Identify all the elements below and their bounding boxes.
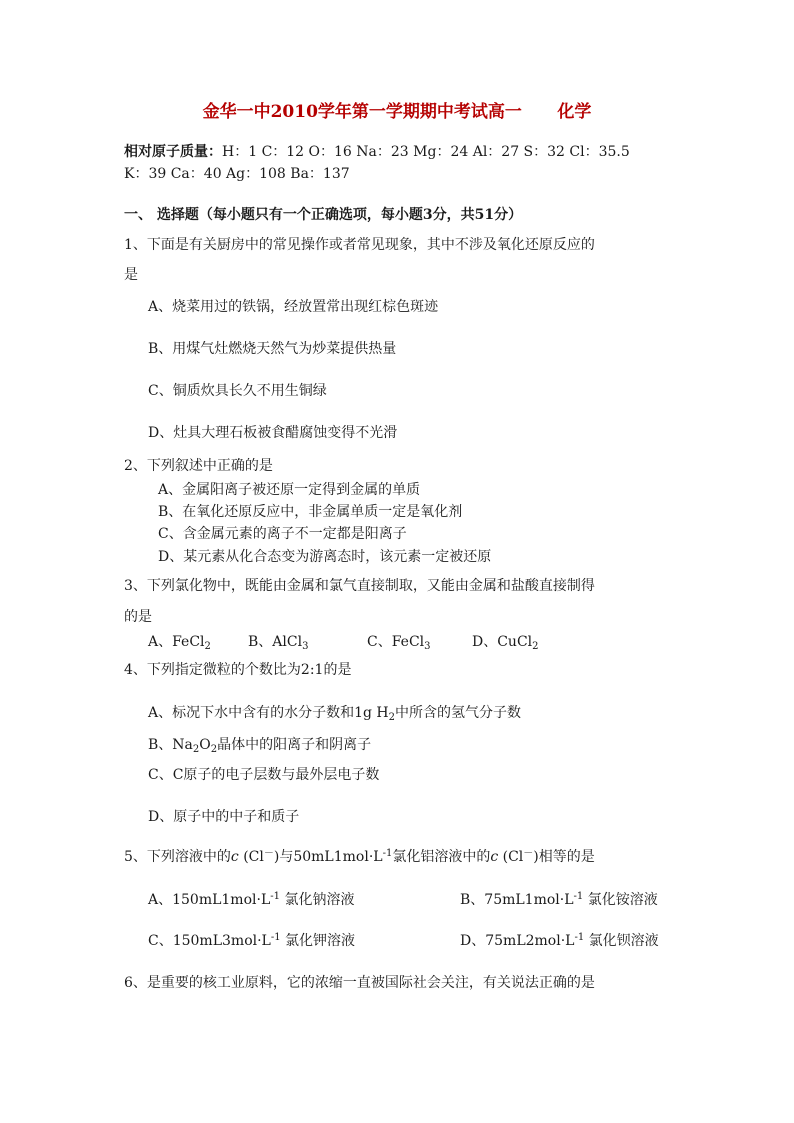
atomic-mass-label: 相对原子质量：	[124, 144, 222, 160]
q4-option-a-text: A、标况下水中含有的水分子数和1g H	[148, 705, 389, 721]
q3-option-a-text: A、FeCl	[148, 634, 205, 650]
q4-option-a-tail: 中所含的氢气分子数	[395, 705, 522, 721]
q2-stem: 2、下列叙述中正确的是	[124, 458, 273, 474]
q3-option-a	[148, 633, 211, 651]
q5-option-d	[460, 932, 659, 950]
q2-option-a: A、金属阳离子被还原一定得到金属的单质	[158, 482, 421, 498]
q1-option-b: B、用煤气灶燃烧天然气为炒菜提供热量	[148, 341, 397, 357]
q5-option-a-tail: 氯化钠溶液	[284, 892, 355, 908]
q5-stem-end: 相等的是	[538, 849, 595, 865]
q5-option-c	[148, 932, 355, 950]
q3-option-b	[248, 633, 308, 651]
q3-option-d-text: D、CuCl	[472, 634, 533, 650]
q3-option-c-sub: 3	[424, 641, 431, 652]
q5-option-b-exp: -1	[573, 891, 584, 902]
q3-option-b-sub: 3	[302, 641, 309, 652]
q3-option-d-sub: 2	[532, 641, 539, 652]
q2-option-c: C、含金属元素的离子不一定都是阳离子	[158, 526, 407, 542]
q3-option-c-text: C、FeCl	[367, 634, 425, 650]
q5-option-a-exp: -1	[270, 891, 280, 902]
q4-option-a-sub: 2	[388, 712, 396, 723]
q1-option-d: D、灶具大理石板被食醋腐蚀变得不光滑	[148, 425, 398, 441]
q5-unit-exponent: -1	[382, 848, 393, 859]
q4-option-b-tail: 晶体中的阳离子和阴离子	[217, 737, 372, 753]
q5-cl-close-1: )	[273, 849, 280, 865]
q1-option-a: A、烧菜用过的铁锅，经放置常出现红棕色斑迹	[148, 299, 439, 315]
q5-stem-middle: 与50mL1mol·L	[279, 849, 383, 865]
q4-option-b-sub-2: 2	[210, 744, 218, 755]
q4-option-b-sub-1: 2	[192, 744, 200, 755]
q5-stem-middle-2: 氯化铝溶液中的	[392, 849, 491, 865]
q3-option-b-text: B、AlCl	[248, 634, 303, 650]
q5-stem-start: 5、下列溶液中的	[124, 849, 231, 865]
atomic-mass-values-1: H：1 C：12 O：16 Na：23 Mg：24 Al：27 S：32 Cl：35.5	[222, 144, 630, 160]
q2-option-d: D、某元素从化合态变为游离态时，该元素一定被还原	[158, 549, 492, 565]
q6-stem: 6、是重要的核工业原料，它的浓缩一直被国际社会关注，有关说法正确的是	[124, 975, 595, 991]
atomic-mass-line-1	[124, 143, 630, 161]
q3-stem-line-2: 的是	[124, 609, 152, 625]
q5-c-symbol-1: c	[230, 849, 239, 865]
q5-option-c-exp: -1	[270, 932, 281, 943]
q4-option-b	[148, 736, 371, 754]
q5-option-b-tail: 氯化铵溶液	[587, 892, 658, 908]
q5-option-a-text: A、150mL1mol·L	[148, 892, 271, 908]
q5-option-b	[460, 891, 658, 909]
q2-option-b: B、在氧化还原反应中，非金属单质一定是氧化剂	[158, 504, 463, 520]
q5-cl-charge-1: －	[263, 848, 274, 859]
q4-option-a	[148, 704, 521, 722]
q5-cl-charge-2: －	[523, 848, 534, 859]
q4-option-b-text: B、Na	[148, 737, 193, 753]
atomic-mass-line-2: K：39 Ca：40 Ag：108 Ba：137	[124, 166, 350, 182]
section-heading: 一、 选择题（每小题只有一个正确选项，每小题3分，共51分）	[124, 207, 523, 223]
q3-option-c	[367, 633, 431, 651]
q1-stem-line-1: 1、下面是有关厨房中的常见操作或者常见现象，其中不涉及氧化还原反应的	[124, 237, 595, 253]
q1-option-c: C、铜质炊具长久不用生铜绿	[148, 383, 327, 399]
q3-stem-line-1: 3、下列氯化物中，既能由金属和氯气直接制取，又能由金属和盐酸直接制得	[124, 578, 595, 594]
q1-stem-line-2: 是	[124, 267, 138, 283]
q4-stem: 4、下列指定微粒的个数比为2:1的是	[124, 662, 352, 678]
q5-option-d-exp: -1	[574, 932, 585, 943]
q3-option-a-sub: 2	[204, 641, 211, 652]
q5-option-d-text: D、75mL2mol·L	[460, 933, 575, 949]
q5-option-b-text: B、75mL1mol·L	[460, 892, 574, 908]
q5-option-a	[148, 891, 354, 909]
q5-c-symbol-2: c	[490, 849, 499, 865]
q5-cl-open-2: (Cl	[498, 849, 524, 865]
q3-option-d	[472, 633, 539, 651]
q5-option-d-tail: 氯化钡溶液	[588, 933, 659, 949]
q5-cl-open-1: (Cl	[238, 849, 264, 865]
q5-stem	[124, 848, 595, 866]
q5-option-c-tail: 氯化钾溶液	[285, 933, 356, 949]
q4-option-d: D、原子中的中子和质子	[148, 809, 300, 825]
q5-option-c-text: C、150mL3mol·L	[148, 933, 271, 949]
q4-option-c: C、C原子的电子层数与最外层电子数	[148, 767, 380, 783]
q5-cl-close-2: )	[533, 849, 539, 865]
exam-title: 金华一中2010学年第一学期期中考试高一 化学	[202, 102, 592, 122]
q4-option-b-mid: O	[199, 737, 211, 753]
